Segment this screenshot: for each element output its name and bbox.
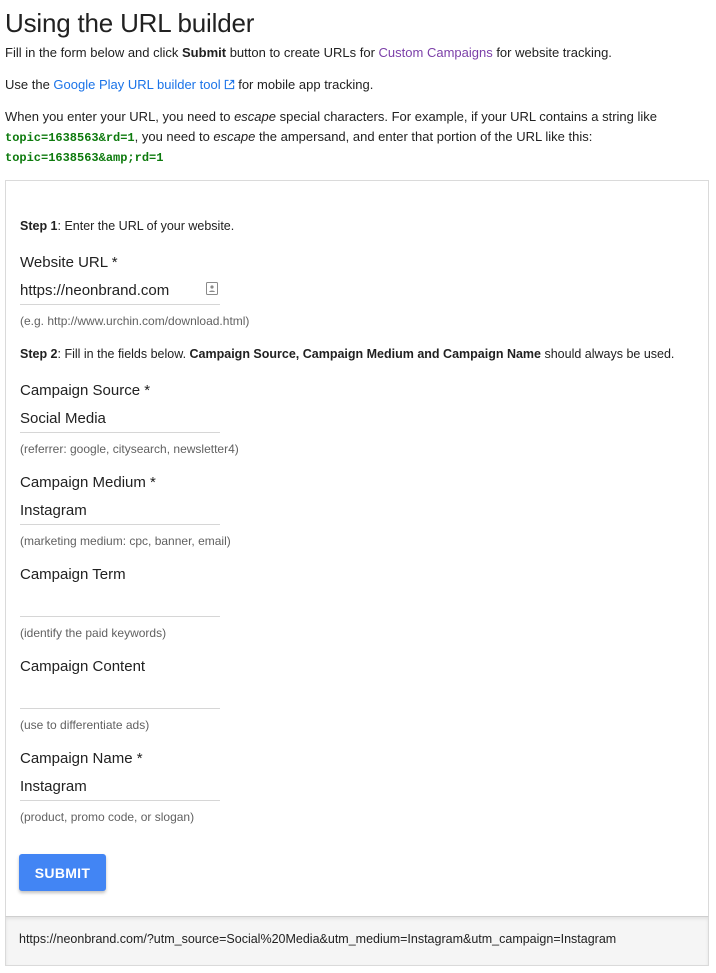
url-builder-form: [5, 180, 709, 917]
submit-button[interactable]: SUBMIT: [19, 854, 106, 891]
mobile-before: Use the: [5, 77, 54, 92]
intro-before: Fill in the form below and click: [5, 45, 183, 60]
campaign-medium-label: Campaign Medium *: [20, 474, 156, 491]
escape-part3: , you need to: [134, 129, 214, 144]
escape-em1: escape: [234, 109, 276, 124]
intro-after: for website tracking.: [492, 45, 612, 60]
campaign-source-label: Campaign Source *: [20, 382, 151, 399]
contact-card-icon[interactable]: [206, 282, 218, 295]
campaign-term-input[interactable]: [20, 589, 220, 617]
step2-instruction: [20, 347, 674, 361]
escape-part1: When you enter your URL, you need to: [5, 109, 235, 124]
step1-text: : Enter the URL of your website.: [57, 219, 235, 233]
campaign-name-label: Campaign Name *: [20, 750, 143, 767]
escape-note-line1: [5, 107, 657, 127]
website-url-label: Website URL *: [20, 254, 118, 271]
website-url-hint: (e.g. http://www.urchin.com/download.html): [20, 314, 250, 328]
campaign-medium-hint: (marketing medium: cpc, banner, email): [20, 534, 231, 548]
step2-text: : Fill in the fields below.: [57, 347, 190, 361]
campaign-term-hint: (identify the paid keywords): [20, 626, 167, 640]
campaign-term-label: Campaign Term: [20, 566, 126, 583]
code-example-original: topic=1638563&rd=1: [5, 131, 135, 145]
escape-note-line3: [5, 147, 163, 168]
campaign-content-input[interactable]: [20, 681, 220, 709]
campaign-source-input[interactable]: [20, 405, 220, 433]
generated-url-box[interactable]: [5, 916, 709, 966]
step2-after: should always be used.: [540, 347, 675, 361]
campaign-medium-input[interactable]: [20, 497, 220, 525]
escape-em2: escape: [213, 129, 256, 144]
code-example-escaped: topic=1638563&amp;rd=1: [5, 151, 164, 165]
step2-label: Step 2: [20, 347, 58, 361]
escape-note-line2: [5, 127, 592, 148]
intro-bold: Submit: [182, 45, 227, 60]
campaign-content-hint: (use to differentiate ads): [20, 718, 150, 732]
campaign-name-input[interactable]: [20, 773, 220, 801]
mobile-text: [5, 75, 373, 95]
external-link-icon: [224, 79, 235, 90]
campaign-source-hint: (referrer: google, citysearch, newsletter4): [20, 442, 239, 456]
generated-url[interactable]: https://neonbrand.com/?utm_source=Social%20Media&utm_medium=Instagram&utm_campaign=Instagram: [19, 932, 617, 946]
intro-text: [5, 43, 612, 63]
custom-campaigns-link[interactable]: Custom Campaigns: [378, 45, 493, 60]
website-url-input[interactable]: [20, 277, 220, 305]
page-title: Using the URL builder: [5, 8, 255, 38]
step1-instruction: [20, 219, 234, 233]
google-play-builder-link-label: Google Play URL builder tool: [53, 77, 221, 92]
intro-middle: button to create URLs for: [226, 45, 379, 60]
escape-part4: the ampersand, and enter that portion of the URL like this:: [255, 129, 593, 144]
campaign-name-hint: (product, promo code, or slogan): [20, 810, 195, 824]
step1-label: Step 1: [20, 219, 58, 233]
mobile-after: for mobile app tracking.: [234, 77, 374, 92]
escape-part2: special characters. For example, if your URL contains a string like: [276, 109, 658, 124]
google-play-builder-link[interactable]: [53, 77, 234, 92]
campaign-content-label: Campaign Content: [20, 658, 146, 675]
step2-bold: Campaign Source, Campaign Medium and Campaign Name: [189, 347, 541, 361]
